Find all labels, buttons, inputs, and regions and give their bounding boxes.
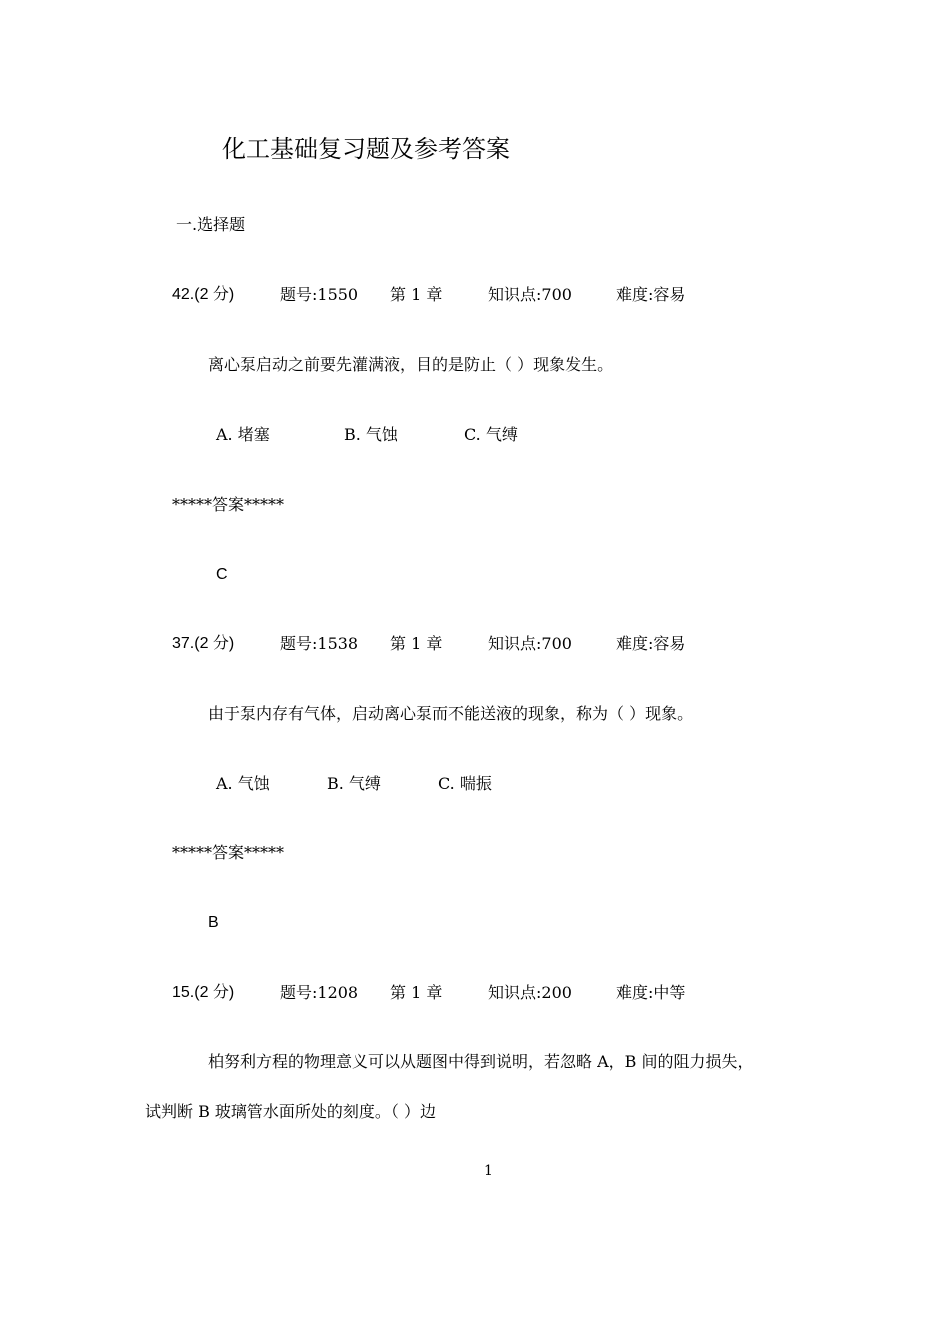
option-c: C. 气缚 bbox=[464, 425, 518, 444]
question-stem-line-2: 试判断 B 玻璃管水面所处的刻度。（ ）边 bbox=[145, 1102, 437, 1121]
question-options bbox=[216, 774, 616, 794]
question-chapter: 第 1 章 bbox=[390, 983, 443, 1002]
document-title: 化工基础复习题及参考答案 bbox=[222, 135, 510, 163]
question-knowledge: 知识点:700 bbox=[488, 285, 572, 304]
question-meta bbox=[172, 634, 732, 654]
answer-value: B bbox=[208, 914, 219, 931]
section-heading: 一.选择题 bbox=[176, 215, 246, 234]
question-chapter: 第 1 章 bbox=[390, 285, 443, 304]
option-b: B. 气缚 bbox=[327, 774, 381, 793]
option-b: B. 气蚀 bbox=[344, 425, 398, 444]
question-difficulty: 难度:中等 bbox=[616, 983, 686, 1002]
answer-value: C bbox=[216, 566, 228, 583]
answer-marker: *****答案***** bbox=[172, 495, 285, 514]
option-c: C. 喘振 bbox=[438, 774, 492, 793]
question-knowledge: 知识点:200 bbox=[488, 983, 572, 1002]
question-difficulty: 难度:容易 bbox=[616, 634, 686, 653]
question-id: 题号:1538 bbox=[280, 634, 359, 653]
question-knowledge: 知识点:700 bbox=[488, 634, 572, 653]
question-meta bbox=[172, 983, 732, 1003]
option-a: A. 堵塞 bbox=[216, 425, 270, 444]
question-difficulty: 难度:容易 bbox=[616, 285, 686, 304]
question-stem-line-1: 柏努利方程的物理意义可以从题图中得到说明，若忽略 A，B 间的阻力损失， bbox=[208, 1052, 754, 1071]
answer-marker: *****答案***** bbox=[172, 843, 285, 862]
page-number: 1 bbox=[484, 1163, 493, 1179]
question-stem: 离心泵启动之前要先灌满液，目的是防止（ ）现象发生。 bbox=[208, 355, 614, 374]
question-options bbox=[216, 425, 616, 445]
question-chapter: 第 1 章 bbox=[390, 634, 443, 653]
question-id: 题号:1208 bbox=[280, 983, 359, 1002]
question-number: 42.(2 分) bbox=[172, 286, 235, 303]
question-id: 题号:1550 bbox=[280, 285, 359, 304]
question-number: 37.(2 分) bbox=[172, 635, 235, 652]
question-meta bbox=[172, 285, 732, 305]
question-stem: 由于泵内存有气体，启动离心泵而不能送液的现象，称为（ ）现象。 bbox=[208, 704, 694, 723]
question-number: 15.(2 分) bbox=[172, 984, 235, 1001]
option-a: A. 气蚀 bbox=[216, 774, 270, 793]
